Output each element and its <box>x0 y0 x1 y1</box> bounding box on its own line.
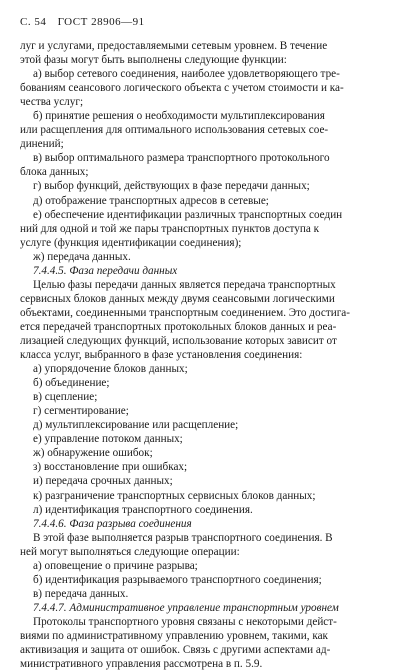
text-line: ж) обнаружение ошибок; <box>33 447 153 460</box>
text-line: д) мультиплексирование или расщепление; <box>33 419 239 432</box>
text-line: е) обеспечение идентификации различных транспортных соедин <box>33 208 343 221</box>
text-line: луг и услугами, предоставляемыми сетевым уровнем. В течение <box>20 40 328 52</box>
text-line: ней могут выполняться следующие операции: <box>20 545 240 558</box>
text-line: активизация и защита от ошибок. Связь с другими аспектами ад- <box>20 644 331 657</box>
text-line: чества услуг; <box>20 96 84 109</box>
text-line: б) принятие решения о необходимости мультиплексирования <box>33 110 325 123</box>
text-line: г) сегментирование; <box>33 405 129 418</box>
text-line: и) передача срочных данных; <box>33 475 173 488</box>
page-header <box>20 16 153 28</box>
text-line: В этой фазе выполняется разрыв транспортного соединения. В <box>33 531 333 544</box>
text-line: ется передачей транспортных протокольных блоков данных и реа- <box>20 320 337 333</box>
text-line: услуге (функция идентификации соединения); <box>20 236 242 249</box>
text-line: г) выбор функций, действующих в фазе передачи данных; <box>33 180 310 193</box>
text-line: объектами, соединенными транспортным соединением. Это достига- <box>20 306 350 319</box>
text-line: б) объединение; <box>33 377 110 390</box>
standard-title: ГОСТ 28906—91 <box>57 16 145 28</box>
text-line: бованиям сеансового логического объекта с учетом стоимости и ка- <box>20 82 344 95</box>
text-line: министративного управления рассмотрена в п. 5.9. <box>20 658 263 671</box>
text-line: в) выбор оптимального размера транспортного протокольного <box>33 152 330 165</box>
page-number: С. 54 <box>20 16 47 28</box>
text-line: в) передача данных. <box>33 587 129 600</box>
text-line: е) управление потоком данных; <box>33 433 183 446</box>
text-line: л) идентификация транспортного соединения. <box>33 503 253 516</box>
text-line: класса услуг, выбранного в фазе установления соединения: <box>20 349 303 362</box>
text-line: ж) передача данных. <box>33 250 131 263</box>
section-heading: 7.4.4.6. Фаза разрыва соединения <box>33 517 192 530</box>
text-line: сервисных блоков данных между двумя сеансовыми логическими <box>20 292 335 305</box>
text-line: блока данных; <box>20 166 89 179</box>
text-line: б) идентификация разрываемого транспортного соединения; <box>33 573 322 586</box>
text-line: д) отображение транспортных адресов в сетевые; <box>33 194 269 207</box>
text-line: динений; <box>20 138 64 151</box>
text-line: к) разграничение транспортных сервисных блоков данных; <box>33 489 316 502</box>
text-line: а) упорядочение блоков данных; <box>33 363 188 376</box>
text-line: или расщепления для оптимального использования сетевых сое- <box>20 124 329 137</box>
body-text <box>20 39 400 671</box>
section-heading: 7.4.4.7. Административное управление транспортным уровнем <box>33 601 339 614</box>
text-line: а) оповещение о причине разрыва; <box>33 559 198 572</box>
text-line: а) выбор сетевого соединения, наиболее удовлетворяющего тре- <box>33 68 340 81</box>
text-line: этой фазы могут быть выполнены следующие функции: <box>20 54 287 67</box>
text-line: в) сцепление; <box>33 391 98 404</box>
text-line: з) восстановление при ошибках; <box>33 461 188 474</box>
text-line: ний для одной и той же пары транспортных пунктов доступа к <box>20 222 320 235</box>
text-line: лизацией следующих функций, использование которых зависит от <box>20 334 337 347</box>
text-line: виями по административному управлению уровнем, такими, как <box>20 629 328 642</box>
section-heading: 7.4.4.5. Фаза передачи данных <box>33 264 178 277</box>
text-line: Целью фазы передачи данных является передача транспортных <box>33 278 336 291</box>
text-line: Протоколы транспортного уровня связаны с некоторыми дейст- <box>33 615 337 628</box>
